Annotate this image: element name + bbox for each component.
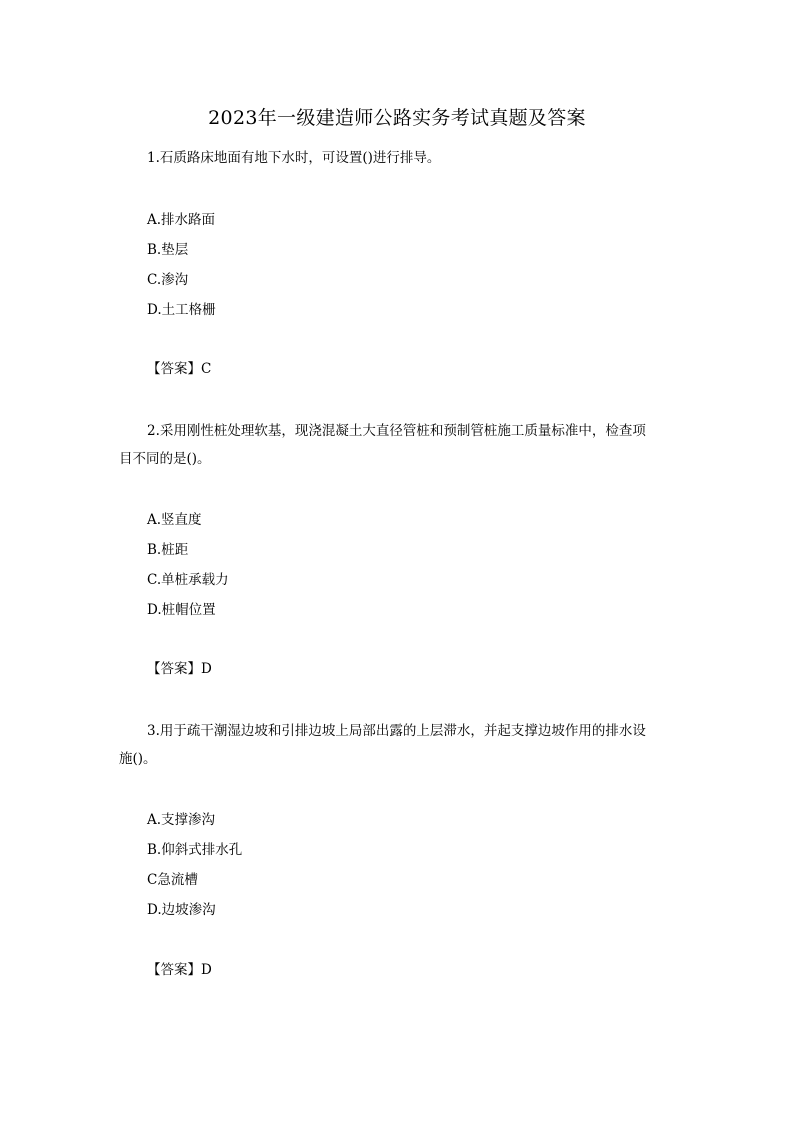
question-3-option-b: B.仰斜式排水孔: [147, 842, 243, 858]
document-title: 2023年一级建造师公路实务考试真题及答案: [208, 107, 586, 129]
question-3-option-a: A.支撑渗沟: [147, 812, 216, 828]
question-2-stem-line-2: 目不同的是()。: [119, 451, 211, 467]
question-3-option-c: C急流槽: [147, 872, 198, 888]
question-1-option-d: D.土工格栅: [147, 302, 216, 318]
question-3-answer: 【答案】D: [147, 962, 212, 978]
question-3-stem-line-1: 3.用于疏干潮湿边坡和引排边坡上局部出露的上层滞水，并起支撑边坡作用的排水设: [147, 723, 646, 739]
question-1-option-b: B.垫层: [147, 242, 189, 258]
question-1-option-a: A.排水路面: [147, 212, 216, 228]
question-2-option-c: C.单桩承载力: [147, 572, 229, 588]
question-2-answer: 【答案】D: [147, 661, 212, 677]
question-1-option-c: C.渗沟: [147, 272, 189, 288]
question-3-option-d: D.边坡渗沟: [147, 902, 216, 918]
question-2-option-d: D.桩帽位置: [147, 602, 216, 618]
question-2-option-a: A.竖直度: [147, 512, 202, 528]
question-1-answer: 【答案】C: [147, 361, 212, 377]
question-2-stem-line-1: 2.采用刚性桩处理软基，现浇混凝土大直径管桩和预制管桩施工质量标准中，检查项: [147, 423, 646, 439]
question-2-option-b: B.桩距: [147, 542, 189, 558]
question-3-stem-line-2: 施()。: [119, 751, 157, 767]
question-1-stem: 1.石质路床地面有地下水时，可设置()进行排导。: [147, 150, 441, 166]
